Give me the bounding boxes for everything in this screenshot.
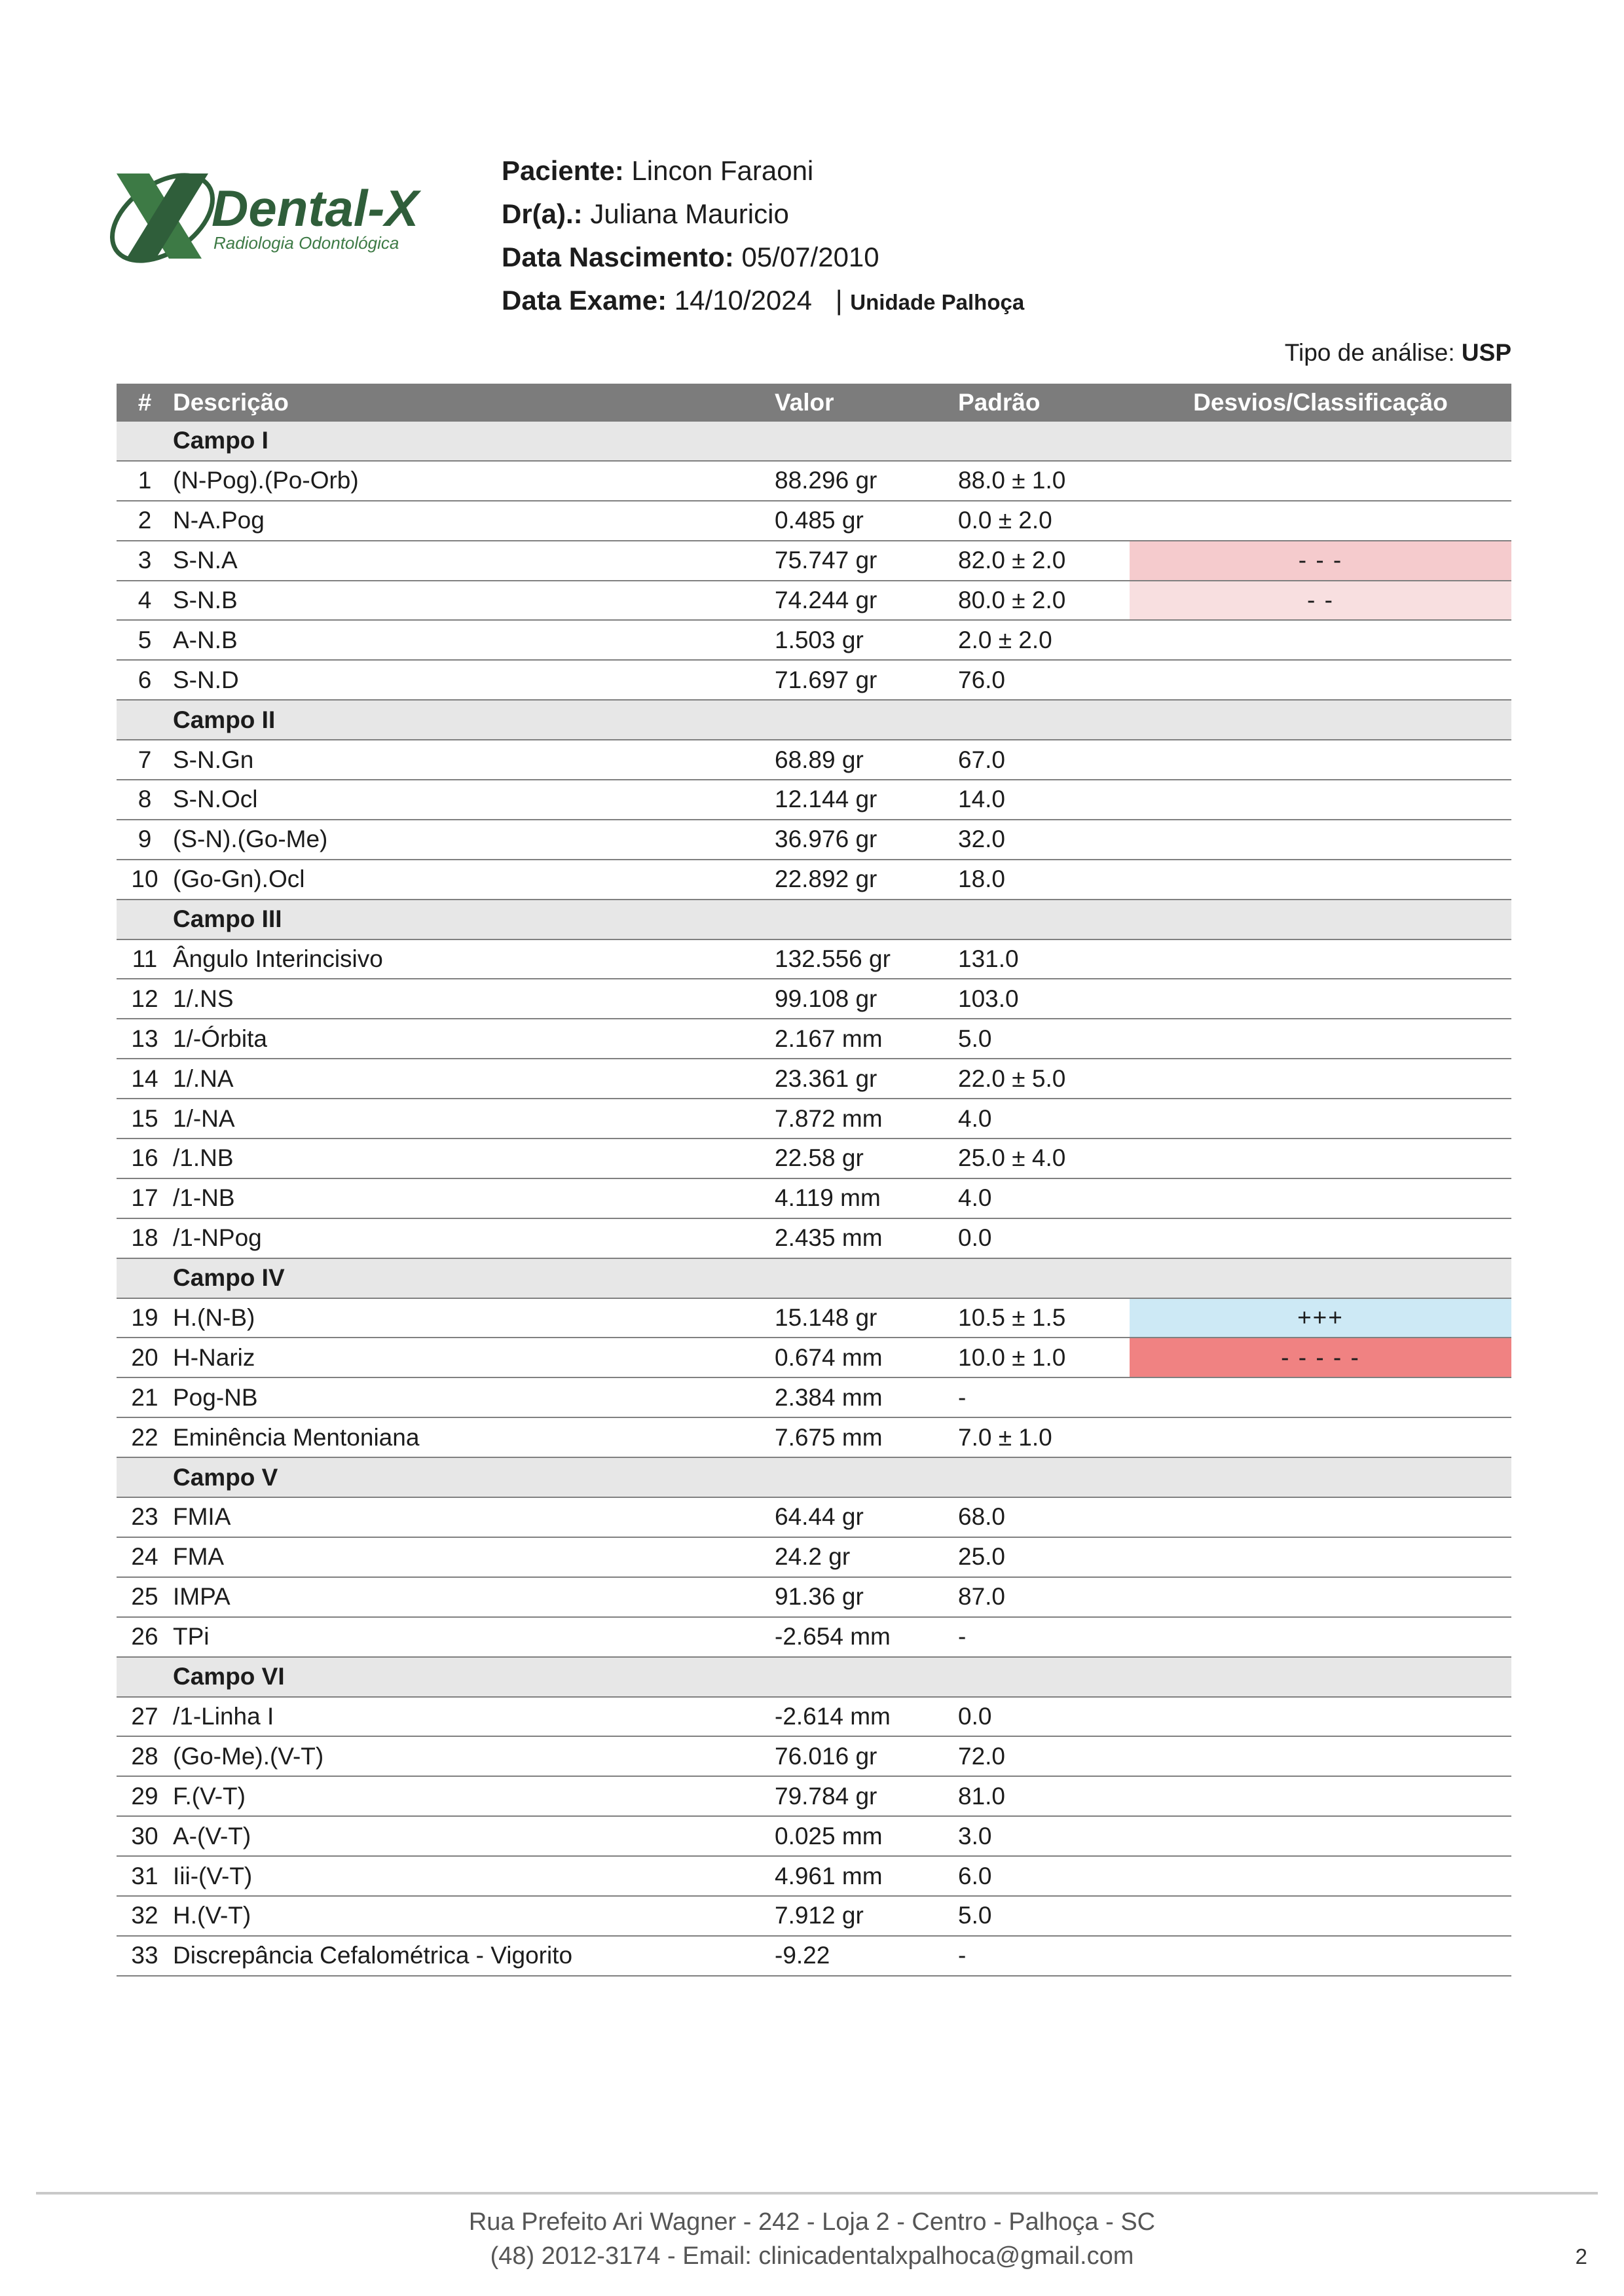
table-row <box>117 820 1511 860</box>
birth-date-label: Data Nascimento: <box>502 242 734 272</box>
row-description: /1.NB <box>173 1139 775 1178</box>
row-value: 22.58 gr <box>775 1139 958 1178</box>
row-deviation <box>1130 1377 1511 1417</box>
exam-date: 14/10/2024 <box>674 285 813 316</box>
row-value: 12.144 gr <box>775 780 958 820</box>
row-value: 64.44 gr <box>775 1497 958 1537</box>
row-value: 132.556 gr <box>775 939 958 979</box>
row-description: /1-Linha I <box>173 1697 775 1737</box>
section-row <box>117 422 1511 461</box>
row-deviation <box>1130 660 1511 700</box>
row-value: 88.296 gr <box>775 461 958 501</box>
row-deviation <box>1130 1019 1511 1059</box>
row-deviation <box>1130 860 1511 900</box>
table-row <box>117 1019 1511 1059</box>
table-row <box>117 860 1511 900</box>
row-standard: 14.0 <box>958 780 1130 820</box>
row-standard: 22.0 ± 5.0 <box>958 1059 1130 1099</box>
row-description: Eminência Mentoniana <box>173 1417 775 1457</box>
exam-date-label: Data Exame: <box>502 285 667 316</box>
table-row <box>117 1417 1511 1457</box>
doctor-label: Dr(a).: <box>502 198 583 229</box>
col-deviation-header: Desvios/Classificação <box>1130 384 1511 422</box>
logo-tagline: Radiologia Odontológica <box>213 233 399 253</box>
row-description: S-N.Ocl <box>173 780 775 820</box>
row-value: 1.503 gr <box>775 620 958 660</box>
row-number: 8 <box>117 780 173 820</box>
patient-name: Lincon Faraoni <box>631 155 814 186</box>
doctor-row <box>502 192 1024 236</box>
row-standard: 10.0 ± 1.0 <box>958 1338 1130 1377</box>
table-row <box>117 541 1511 581</box>
row-deviation <box>1130 1896 1511 1936</box>
row-number: 9 <box>117 820 173 860</box>
row-deviation <box>1130 780 1511 820</box>
row-number: 27 <box>117 1697 173 1737</box>
row-number: 19 <box>117 1298 173 1338</box>
row-deviation <box>1130 620 1511 660</box>
footer <box>0 2205 1624 2273</box>
row-number: 4 <box>117 581 173 621</box>
row-description: 1/.NA <box>173 1059 775 1099</box>
row-description: Discrepância Cefalométrica - Vigorito <box>173 1936 775 1976</box>
row-value: 7.912 gr <box>775 1896 958 1936</box>
section-title: Campo II <box>173 700 1511 740</box>
row-standard: 3.0 <box>958 1816 1130 1856</box>
table-row <box>117 1099 1511 1139</box>
row-standard: 80.0 ± 2.0 <box>958 581 1130 621</box>
row-deviation <box>1130 1139 1511 1178</box>
row-standard: 76.0 <box>958 660 1130 700</box>
table-row <box>117 1338 1511 1377</box>
row-number: 11 <box>117 939 173 979</box>
row-standard: - <box>958 1936 1130 1976</box>
table-row <box>117 581 1511 621</box>
row-number: 6 <box>117 660 173 700</box>
row-standard: 131.0 <box>958 939 1130 979</box>
analysis-type <box>1285 339 1511 367</box>
row-deviation: - - - <box>1130 541 1511 581</box>
row-deviation <box>1130 1218 1511 1258</box>
section-number-cell <box>117 1457 173 1497</box>
row-number: 1 <box>117 461 173 501</box>
row-standard: 72.0 <box>958 1736 1130 1776</box>
row-value: -9.22 <box>775 1936 958 1976</box>
table-row <box>117 1218 1511 1258</box>
col-description-header: Descrição <box>173 384 775 422</box>
row-standard: 4.0 <box>958 1099 1130 1139</box>
table-row <box>117 939 1511 979</box>
row-description: (Go-Gn).Ocl <box>173 860 775 900</box>
row-number: 2 <box>117 501 173 541</box>
table-row <box>117 1736 1511 1776</box>
row-deviation <box>1130 1417 1511 1457</box>
section-row <box>117 1657 1511 1697</box>
row-description: F.(V-T) <box>173 1776 775 1816</box>
row-deviation <box>1130 979 1511 1019</box>
section-title: Campo III <box>173 900 1511 939</box>
section-row <box>117 1258 1511 1298</box>
cephalometric-table <box>117 384 1511 1977</box>
row-description: S-N.D <box>173 660 775 700</box>
table-row <box>117 780 1511 820</box>
row-number: 28 <box>117 1736 173 1776</box>
row-standard: 18.0 <box>958 860 1130 900</box>
row-value: 36.976 gr <box>775 820 958 860</box>
col-value-header: Valor <box>775 384 958 422</box>
row-description: (S-N).(Go-Me) <box>173 820 775 860</box>
row-standard: 32.0 <box>958 820 1130 860</box>
row-description: (Go-Me).(V-T) <box>173 1736 775 1776</box>
row-standard: 6.0 <box>958 1856 1130 1896</box>
row-description: S-N.B <box>173 581 775 621</box>
footer-divider <box>36 2192 1598 2195</box>
row-number: 29 <box>117 1776 173 1816</box>
row-description: TPi <box>173 1617 775 1657</box>
row-standard: 7.0 ± 1.0 <box>958 1417 1130 1457</box>
row-value: 91.36 gr <box>775 1577 958 1617</box>
row-number: 14 <box>117 1059 173 1099</box>
table-header-row <box>117 384 1511 422</box>
row-value: 2.167 mm <box>775 1019 958 1059</box>
row-value: 22.892 gr <box>775 860 958 900</box>
row-value: 79.784 gr <box>775 1776 958 1816</box>
table-row <box>117 1377 1511 1417</box>
row-value: 75.747 gr <box>775 541 958 581</box>
row-number: 16 <box>117 1139 173 1178</box>
row-description: FMIA <box>173 1497 775 1537</box>
row-description: (N-Pog).(Po-Orb) <box>173 461 775 501</box>
row-number: 22 <box>117 1417 173 1457</box>
row-number: 7 <box>117 740 173 780</box>
row-description: N-A.Pog <box>173 501 775 541</box>
page-number: 2 <box>1575 2244 1587 2269</box>
row-description: Pog-NB <box>173 1377 775 1417</box>
row-value: 0.674 mm <box>775 1338 958 1377</box>
row-standard: 25.0 <box>958 1537 1130 1577</box>
table-row <box>117 1856 1511 1896</box>
row-number: 26 <box>117 1617 173 1657</box>
section-number-cell <box>117 422 173 461</box>
row-deviation <box>1130 1617 1511 1657</box>
row-description: A-N.B <box>173 620 775 660</box>
row-standard: 10.5 ± 1.5 <box>958 1298 1130 1338</box>
row-number: 31 <box>117 1856 173 1896</box>
section-number-cell <box>117 1258 173 1298</box>
row-value: -2.654 mm <box>775 1617 958 1657</box>
row-standard: 4.0 <box>958 1178 1130 1218</box>
table-row <box>117 1896 1511 1936</box>
row-value: 99.108 gr <box>775 979 958 1019</box>
table-row <box>117 1577 1511 1617</box>
row-standard: 68.0 <box>958 1497 1130 1537</box>
row-value: 7.872 mm <box>775 1099 958 1139</box>
table-row <box>117 1816 1511 1856</box>
col-standard-header: Padrão <box>958 384 1130 422</box>
clinic-logo <box>97 160 444 272</box>
table-row <box>117 1617 1511 1657</box>
row-value: 23.361 gr <box>775 1059 958 1099</box>
row-deviation <box>1130 501 1511 541</box>
row-value: 0.485 gr <box>775 501 958 541</box>
row-deviation <box>1130 1537 1511 1577</box>
row-description: Iii-(V-T) <box>173 1856 775 1896</box>
clinic-unit: Unidade Palhoça <box>850 290 1025 314</box>
row-deviation <box>1130 1697 1511 1737</box>
row-deviation <box>1130 740 1511 780</box>
row-number: 20 <box>117 1338 173 1377</box>
row-description: IMPA <box>173 1577 775 1617</box>
row-description: H-Nariz <box>173 1338 775 1377</box>
row-standard: 0.0 <box>958 1697 1130 1737</box>
section-title: Campo IV <box>173 1258 1511 1298</box>
section-number-cell <box>117 900 173 939</box>
doctor-name: Juliana Mauricio <box>590 198 789 229</box>
row-value: 24.2 gr <box>775 1537 958 1577</box>
row-value: 68.89 gr <box>775 740 958 780</box>
section-row <box>117 1457 1511 1497</box>
row-standard: 0.0 ± 2.0 <box>958 501 1130 541</box>
row-value: 71.697 gr <box>775 660 958 700</box>
row-standard: 25.0 ± 4.0 <box>958 1139 1130 1178</box>
row-description: /1-NB <box>173 1178 775 1218</box>
row-deviation: - - - - - <box>1130 1338 1511 1377</box>
row-deviation <box>1130 1816 1511 1856</box>
row-deviation <box>1130 1776 1511 1816</box>
table-body <box>117 422 1511 1976</box>
row-deviation <box>1130 1577 1511 1617</box>
analysis-type-label: Tipo de análise: <box>1284 339 1455 366</box>
row-standard: 5.0 <box>958 1019 1130 1059</box>
row-number: 13 <box>117 1019 173 1059</box>
row-deviation <box>1130 1936 1511 1976</box>
exam-date-row <box>502 279 1024 324</box>
exam-separator: | <box>835 285 843 316</box>
row-deviation <box>1130 1178 1511 1218</box>
row-value: 74.244 gr <box>775 581 958 621</box>
section-row <box>117 700 1511 740</box>
row-description: 1/-NA <box>173 1099 775 1139</box>
section-title: Campo V <box>173 1457 1511 1497</box>
table-row <box>117 1936 1511 1976</box>
row-standard: 88.0 ± 1.0 <box>958 461 1130 501</box>
row-standard: 87.0 <box>958 1577 1130 1617</box>
row-value: 2.435 mm <box>775 1218 958 1258</box>
row-standard: - <box>958 1617 1130 1657</box>
row-value: 15.148 gr <box>775 1298 958 1338</box>
row-value: 4.961 mm <box>775 1856 958 1896</box>
table-row <box>117 1497 1511 1537</box>
row-deviation <box>1130 1736 1511 1776</box>
table-row <box>117 1139 1511 1178</box>
row-deviation <box>1130 820 1511 860</box>
row-deviation <box>1130 1856 1511 1896</box>
row-number: 17 <box>117 1178 173 1218</box>
row-value: 7.675 mm <box>775 1417 958 1457</box>
row-number: 10 <box>117 860 173 900</box>
table-row <box>117 1298 1511 1338</box>
table-row <box>117 740 1511 780</box>
birth-date-row <box>502 236 1024 279</box>
row-deviation: +++ <box>1130 1298 1511 1338</box>
row-number: 5 <box>117 620 173 660</box>
table-row <box>117 1537 1511 1577</box>
row-number: 3 <box>117 541 173 581</box>
patient-name-label: Paciente: <box>502 155 624 186</box>
row-description: 1/-Órbita <box>173 1019 775 1059</box>
table-row <box>117 660 1511 700</box>
row-value: -2.614 mm <box>775 1697 958 1737</box>
patient-info <box>502 149 1024 324</box>
table-row <box>117 620 1511 660</box>
row-standard: 2.0 ± 2.0 <box>958 620 1130 660</box>
row-standard: 82.0 ± 2.0 <box>958 541 1130 581</box>
row-description: H.(V-T) <box>173 1896 775 1936</box>
table-row <box>117 501 1511 541</box>
row-value: 0.025 mm <box>775 1816 958 1856</box>
row-number: 18 <box>117 1218 173 1258</box>
table-row <box>117 1776 1511 1816</box>
table-row <box>117 1697 1511 1737</box>
row-description: S-N.A <box>173 541 775 581</box>
row-value: 76.016 gr <box>775 1736 958 1776</box>
row-description: S-N.Gn <box>173 740 775 780</box>
row-number: 32 <box>117 1896 173 1936</box>
table-row <box>117 1059 1511 1099</box>
section-title: Campo VI <box>173 1657 1511 1697</box>
row-number: 24 <box>117 1537 173 1577</box>
row-standard: 5.0 <box>958 1896 1130 1936</box>
row-description: A-(V-T) <box>173 1816 775 1856</box>
section-title: Campo I <box>173 422 1511 461</box>
row-number: 23 <box>117 1497 173 1537</box>
row-number: 33 <box>117 1936 173 1976</box>
row-number: 12 <box>117 979 173 1019</box>
row-standard: 81.0 <box>958 1776 1130 1816</box>
row-description: 1/.NS <box>173 979 775 1019</box>
dental-x-logo-icon <box>97 160 444 272</box>
row-description: Ângulo Interincisivo <box>173 939 775 979</box>
row-deviation <box>1130 1099 1511 1139</box>
table-row <box>117 1178 1511 1218</box>
row-deviation <box>1130 1059 1511 1099</box>
row-deviation <box>1130 461 1511 501</box>
row-standard: - <box>958 1377 1130 1417</box>
row-number: 25 <box>117 1577 173 1617</box>
footer-contact: (48) 2012-3174 - Email: clinicadentalxpalhoca@gmail.com <box>490 2242 1134 2270</box>
row-number: 21 <box>117 1377 173 1417</box>
analysis-type-value: USP <box>1461 339 1511 366</box>
row-description: H.(N-B) <box>173 1298 775 1338</box>
row-deviation <box>1130 1497 1511 1537</box>
row-value: 2.384 mm <box>775 1377 958 1417</box>
table-row <box>117 461 1511 501</box>
patient-name-row <box>502 149 1024 192</box>
section-number-cell <box>117 700 173 740</box>
section-row <box>117 900 1511 939</box>
row-value: 4.119 mm <box>775 1178 958 1218</box>
section-number-cell <box>117 1657 173 1697</box>
row-standard: 0.0 <box>958 1218 1130 1258</box>
row-description: /1-NPog <box>173 1218 775 1258</box>
col-number-header: # <box>117 384 173 422</box>
row-standard: 103.0 <box>958 979 1130 1019</box>
birth-date: 05/07/2010 <box>741 242 879 272</box>
table-row <box>117 979 1511 1019</box>
logo-brand: Dental-X <box>212 179 419 237</box>
row-number: 30 <box>117 1816 173 1856</box>
row-number: 15 <box>117 1099 173 1139</box>
footer-address: Rua Prefeito Ari Wagner - 242 - Loja 2 - Centro - Palhoça - SC <box>468 2208 1156 2236</box>
row-deviation: - - <box>1130 581 1511 621</box>
row-deviation <box>1130 939 1511 979</box>
row-description: FMA <box>173 1537 775 1577</box>
row-standard: 67.0 <box>958 740 1130 780</box>
